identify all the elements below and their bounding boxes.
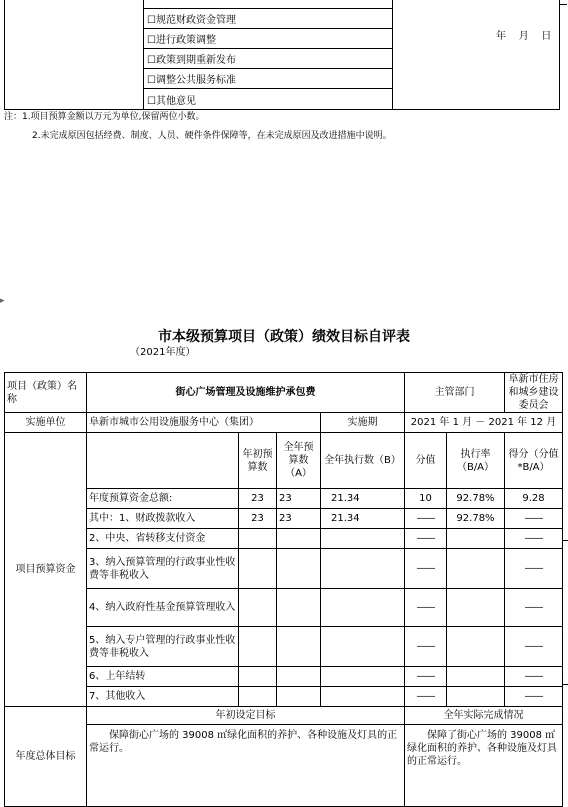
form-year: （2021年度） — [130, 347, 196, 358]
row-exec — [321, 529, 405, 549]
header-blank — [87, 433, 239, 489]
row-initial — [239, 687, 277, 707]
row-score: —— — [405, 627, 447, 667]
row-annual — [277, 667, 321, 687]
row-rate: 92.78% — [447, 509, 505, 529]
row-score: —— — [405, 667, 447, 687]
row-label: 5、纳入专户管理的行政事业性收费等非税收入 — [87, 627, 239, 667]
label-budget: 项目预算资金 — [5, 433, 87, 707]
page-marker-icon: ▸ — [0, 296, 5, 306]
project-name: 街心广场管理及设施维护承包费 — [87, 373, 405, 413]
table-row — [5, 589, 563, 627]
row-rate: 92.78% — [447, 489, 505, 509]
goal-actual-header: 全年实际完成情况 — [405, 707, 563, 725]
period: 2021 年 1 月 － 2021 年 12 月 — [405, 413, 563, 433]
row-exec — [321, 667, 405, 687]
row-exec: 21.34 — [321, 489, 405, 509]
row-initial — [239, 667, 277, 687]
row-initial: 23 — [239, 509, 277, 529]
table-row — [5, 627, 563, 667]
row-label: 年度预算资金总额: — [87, 489, 239, 509]
row-got: —— — [505, 529, 563, 549]
row-score: —— — [405, 529, 447, 549]
row-initial — [239, 627, 277, 667]
header-rate: 执行率（B/A） — [447, 433, 505, 489]
row-got: 9.28 — [505, 489, 563, 509]
row-initial — [239, 589, 277, 627]
row-label: 6、上年结转 — [87, 667, 239, 687]
row-initial — [239, 529, 277, 549]
row-rate — [447, 627, 505, 667]
row-annual — [277, 627, 321, 667]
option-service-standard: ☐调整公共服务标准 — [147, 75, 236, 86]
row-annual — [277, 589, 321, 627]
row-label: 7、其他收入 — [87, 687, 239, 707]
table-row — [5, 549, 563, 589]
date-field: 年 月 日 — [496, 31, 552, 42]
row-score: —— — [405, 589, 447, 627]
row-label: 3、纳入预算管理的行政事业性收费等非税收入 — [87, 549, 239, 589]
row-annual: 23 — [277, 489, 321, 509]
goal-initial-text: 保障街心广场的 39008 ㎡绿化面积的养护、各种设施及灯具的正常运行。 — [87, 725, 405, 807]
row-got: —— — [505, 509, 563, 529]
header-initial: 年初预算数 — [239, 433, 277, 489]
row-score: —— — [405, 687, 447, 707]
row-rate — [447, 667, 505, 687]
row-score: —— — [405, 549, 447, 589]
row-label: 4、纳入政府性基金预算管理收入 — [87, 589, 239, 627]
row-got: —— — [505, 687, 563, 707]
row-rate — [447, 529, 505, 549]
row-got: —— — [505, 667, 563, 687]
row-exec — [321, 627, 405, 667]
edge-mark — [562, 540, 568, 541]
note-1: 注：1.项目预算金额以万元为单位,保留两位小数。 — [4, 112, 205, 122]
label-project-name: 项目（政策）名称 — [5, 373, 87, 413]
row-label: 其中：1、财政拨款收入 — [87, 509, 239, 529]
option-policy-reissue: ☐政策到期重新发布 — [147, 55, 236, 66]
goal-actual-text: 保障了街心广场的 39008 ㎡绿化面积的养护、各种设施及灯具的正常运行。 — [405, 725, 563, 807]
edge-mark — [562, 684, 568, 685]
option-regulate-funds: ☐规范财政资金管理 — [147, 15, 236, 26]
row-exec — [321, 687, 405, 707]
unit-name: 阜新市城市公用设施服务中心（集团） — [87, 413, 321, 433]
row-annual: 23 — [277, 509, 321, 529]
label-dept: 主管部门 — [405, 373, 505, 413]
row-rate — [447, 549, 505, 589]
row-label: 2、中央、省转移支付资金 — [87, 529, 239, 549]
header-annual: 全年预算数（A） — [277, 433, 321, 489]
table-row — [5, 667, 563, 687]
row-score: 10 — [405, 489, 447, 509]
row-annual — [277, 687, 321, 707]
performance-table — [4, 372, 563, 807]
row-got: —— — [505, 589, 563, 627]
table-row — [5, 687, 563, 707]
table-row — [5, 529, 563, 549]
label-goal: 年度总体目标 — [5, 707, 87, 807]
row-annual — [277, 529, 321, 549]
form-title: 市本级预算项目（政策）绩效目标自评表 — [158, 329, 410, 345]
table-row — [5, 489, 563, 509]
goal-initial-header: 年初设定目标 — [87, 707, 405, 725]
row-got: —— — [505, 627, 563, 667]
table-row — [5, 509, 563, 529]
label-period: 实施期 — [321, 413, 405, 433]
dept-name: 阜新市住房和城乡建设委员会 — [505, 373, 563, 413]
row-annual — [277, 549, 321, 589]
row-initial — [239, 549, 277, 589]
row-exec — [321, 549, 405, 589]
header-got: 得分（分值*B/A） — [505, 433, 563, 489]
row-initial: 23 — [239, 489, 277, 509]
row-rate — [447, 687, 505, 707]
option-other: ☐其他意见 — [147, 96, 196, 107]
row-score: —— — [405, 509, 447, 529]
option-policy-adjust: ☐进行政策调整 — [147, 35, 216, 46]
header-exec: 全年执行数（B） — [321, 433, 405, 489]
previous-table-fragment — [0, 0, 568, 110]
row-exec — [321, 589, 405, 627]
row-got: —— — [505, 549, 563, 589]
label-unit: 实施单位 — [5, 413, 87, 433]
note-2: 2.未完成原因包括经费、制度、人员、硬件条件保障等，在未完成原因及改进措施中说明。 — [32, 131, 392, 141]
row-rate — [447, 589, 505, 627]
row-exec: 21.34 — [321, 509, 405, 529]
header-score: 分值 — [405, 433, 447, 489]
